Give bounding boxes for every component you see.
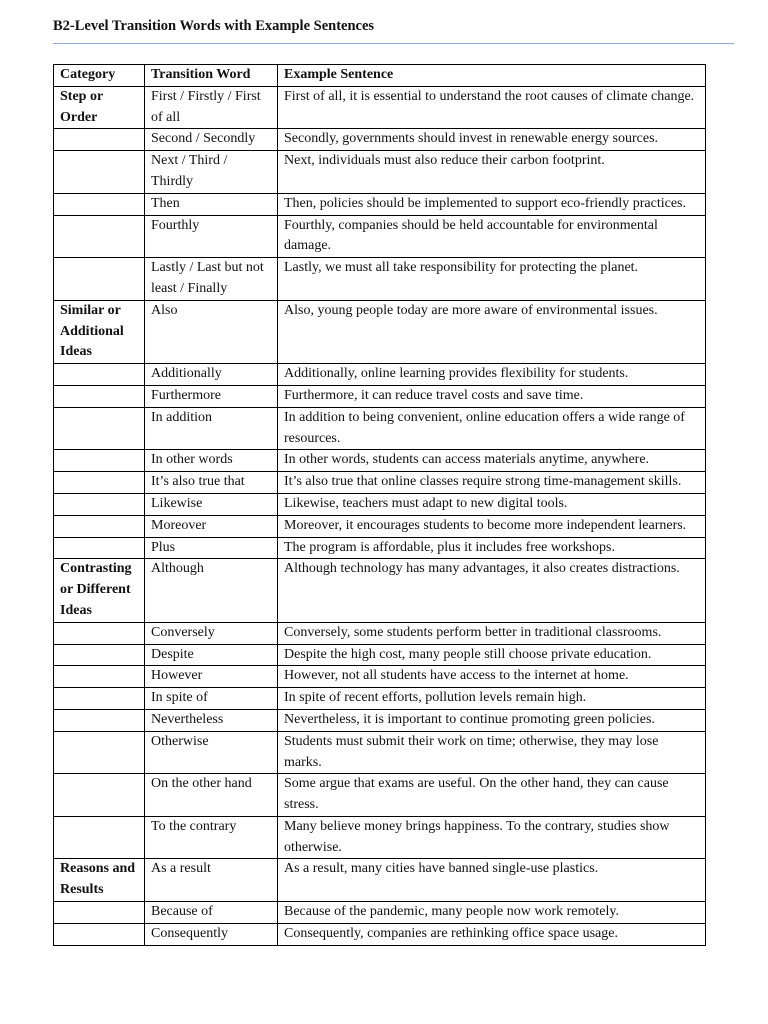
- category-cell: [54, 493, 145, 515]
- example-sentence-cell: Although technology has many advantages, it also creates distractions.: [278, 559, 706, 622]
- document-title: B2-Level Transition Words with Example Sentences: [53, 18, 375, 34]
- example-sentence-cell: First of all, it is essential to understand the root causes of climate change.: [278, 86, 706, 129]
- transition-word-cell: Otherwise: [145, 731, 278, 774]
- table-row: [54, 515, 706, 537]
- table-row: [54, 215, 706, 258]
- table-row: [54, 902, 706, 924]
- table-row: [54, 666, 706, 688]
- transition-word-cell: Despite: [145, 644, 278, 666]
- transition-word-cell: To the contrary: [145, 816, 278, 859]
- category-cell: [54, 688, 145, 710]
- category-cell: Reasons and Results: [54, 859, 145, 902]
- transition-word-cell: Consequently: [145, 923, 278, 945]
- transition-word-cell: Fourthly: [145, 215, 278, 258]
- transition-word-cell: On the other hand: [145, 774, 278, 817]
- category-cell: [54, 774, 145, 817]
- transition-word-cell: In other words: [145, 450, 278, 472]
- header-example-sentence: Example Sentence: [278, 65, 706, 87]
- category-cell: [54, 407, 145, 450]
- transition-word-cell: In spite of: [145, 688, 278, 710]
- transition-words-table: [53, 64, 706, 946]
- table-row: [54, 364, 706, 386]
- table-row: [54, 816, 706, 859]
- table-row: [54, 559, 706, 622]
- example-sentence-cell: In other words, students can access materials anytime, anywhere.: [278, 450, 706, 472]
- table-row: [54, 472, 706, 494]
- table-row: [54, 86, 706, 129]
- example-sentence-cell: Then, policies should be implemented to support eco-friendly practices.: [278, 193, 706, 215]
- category-cell: [54, 537, 145, 559]
- transition-word-cell: Also: [145, 300, 278, 363]
- transition-word-cell: Furthermore: [145, 385, 278, 407]
- example-sentence-cell: Despite the high cost, many people still choose private education.: [278, 644, 706, 666]
- transition-word-cell: Although: [145, 559, 278, 622]
- table-row: [54, 193, 706, 215]
- category-cell: [54, 923, 145, 945]
- category-cell: [54, 472, 145, 494]
- category-cell: [54, 816, 145, 859]
- header-transition-word: Transition Word: [145, 65, 278, 87]
- table-row: [54, 731, 706, 774]
- table-row: [54, 385, 706, 407]
- transition-word-cell: Then: [145, 193, 278, 215]
- transition-word-cell: Lastly / Last but not least / Finally: [145, 258, 278, 301]
- example-sentence-cell: In addition to being convenient, online education offers a wide range of resources.: [278, 407, 706, 450]
- example-sentence-cell: The program is affordable, plus it includes free workshops.: [278, 537, 706, 559]
- example-sentence-cell: Secondly, governments should invest in renewable energy sources.: [278, 129, 706, 151]
- table-row: [54, 774, 706, 817]
- transition-word-cell: Additionally: [145, 364, 278, 386]
- example-sentence-cell: However, not all students have access to the internet at home.: [278, 666, 706, 688]
- example-sentence-cell: Consequently, companies are rethinking office space usage.: [278, 923, 706, 945]
- category-cell: [54, 515, 145, 537]
- example-sentence-cell: Furthermore, it can reduce travel costs and save time.: [278, 385, 706, 407]
- category-cell: [54, 902, 145, 924]
- example-sentence-cell: Next, individuals must also reduce their carbon footprint.: [278, 151, 706, 194]
- table-row: [54, 709, 706, 731]
- example-sentence-cell: Students must submit their work on time; otherwise, they may lose marks.: [278, 731, 706, 774]
- category-cell: [54, 450, 145, 472]
- example-sentence-cell: It’s also true that online classes require strong time-management skills.: [278, 472, 706, 494]
- category-cell: Similar or Additional Ideas: [54, 300, 145, 363]
- title-divider: [53, 43, 734, 44]
- transition-word-cell: Plus: [145, 537, 278, 559]
- category-cell: [54, 151, 145, 194]
- category-cell: [54, 644, 145, 666]
- transition-word-cell: It’s also true that: [145, 472, 278, 494]
- table-row: [54, 300, 706, 363]
- transition-word-cell: Next / Third / Thirdly: [145, 151, 278, 194]
- category-cell: [54, 258, 145, 301]
- category-cell: [54, 215, 145, 258]
- example-sentence-cell: Lastly, we must all take responsibility for protecting the planet.: [278, 258, 706, 301]
- table-row: [54, 688, 706, 710]
- table-body: [54, 86, 706, 945]
- transition-word-cell: As a result: [145, 859, 278, 902]
- example-sentence-cell: Nevertheless, it is important to continue promoting green policies.: [278, 709, 706, 731]
- table-row: [54, 258, 706, 301]
- transition-word-cell: In addition: [145, 407, 278, 450]
- transition-word-cell: First / Firstly / First of all: [145, 86, 278, 129]
- category-cell: Contrasting or Different Ideas: [54, 559, 145, 622]
- category-cell: [54, 385, 145, 407]
- category-cell: [54, 731, 145, 774]
- example-sentence-cell: In spite of recent efforts, pollution levels remain high.: [278, 688, 706, 710]
- table-row: [54, 622, 706, 644]
- example-sentence-cell: Also, young people today are more aware of environmental issues.: [278, 300, 706, 363]
- example-sentence-cell: Fourthly, companies should be held accountable for environmental damage.: [278, 215, 706, 258]
- category-cell: [54, 709, 145, 731]
- transition-word-cell: Second / Secondly: [145, 129, 278, 151]
- category-cell: [54, 622, 145, 644]
- table-row: [54, 407, 706, 450]
- example-sentence-cell: As a result, many cities have banned single-use plastics.: [278, 859, 706, 902]
- transition-word-cell: Because of: [145, 902, 278, 924]
- category-cell: [54, 364, 145, 386]
- table-row: [54, 923, 706, 945]
- category-cell: [54, 666, 145, 688]
- example-sentence-cell: Conversely, some students perform better in traditional classrooms.: [278, 622, 706, 644]
- table-row: [54, 450, 706, 472]
- example-sentence-cell: Likewise, teachers must adapt to new digital tools.: [278, 493, 706, 515]
- table-row: [54, 493, 706, 515]
- table-row: [54, 859, 706, 902]
- transition-word-cell: Nevertheless: [145, 709, 278, 731]
- example-sentence-cell: Many believe money brings happiness. To the contrary, studies show otherwise.: [278, 816, 706, 859]
- table-header-row: [54, 65, 706, 87]
- example-sentence-cell: Moreover, it encourages students to become more independent learners.: [278, 515, 706, 537]
- transition-word-cell: Conversely: [145, 622, 278, 644]
- example-sentence-cell: Some argue that exams are useful. On the other hand, they can cause stress.: [278, 774, 706, 817]
- category-cell: [54, 193, 145, 215]
- transition-word-cell: Likewise: [145, 493, 278, 515]
- header-category: Category: [54, 65, 145, 87]
- transition-word-cell: Moreover: [145, 515, 278, 537]
- table-row: [54, 537, 706, 559]
- example-sentence-cell: Additionally, online learning provides flexibility for students.: [278, 364, 706, 386]
- category-cell: [54, 129, 145, 151]
- table-row: [54, 644, 706, 666]
- category-cell: Step or Order: [54, 86, 145, 129]
- table-row: [54, 129, 706, 151]
- example-sentence-cell: Because of the pandemic, many people now work remotely.: [278, 902, 706, 924]
- transition-word-cell: However: [145, 666, 278, 688]
- table-row: [54, 151, 706, 194]
